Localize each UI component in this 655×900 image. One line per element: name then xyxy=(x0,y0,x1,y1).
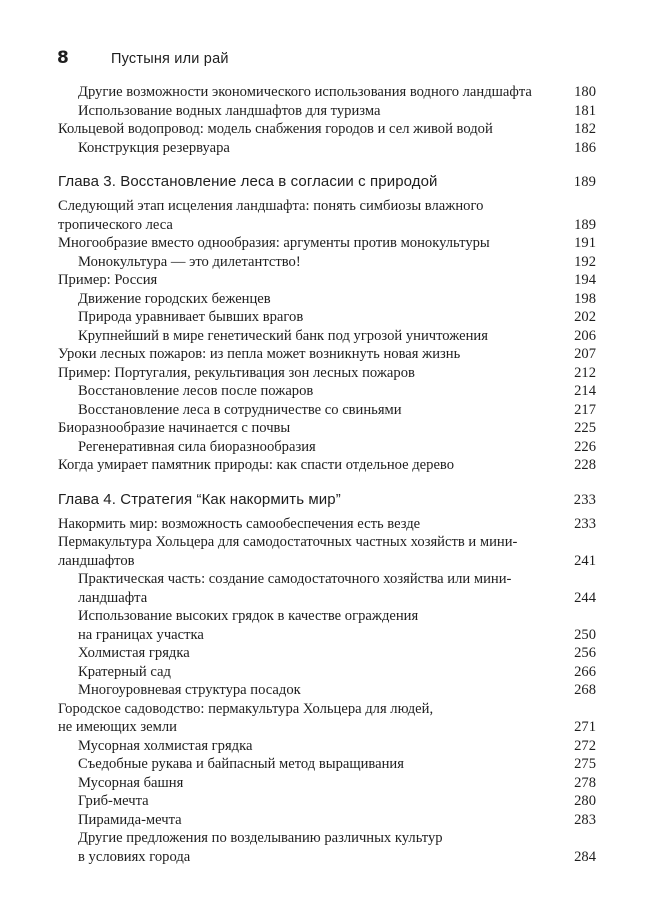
toc-entry xyxy=(58,290,596,309)
toc-entry xyxy=(58,829,596,866)
toc-entry-title: Когда умирает памятник природы: как спасти отдельное дерево xyxy=(58,457,455,473)
toc-entry-page: 212 xyxy=(574,364,596,381)
toc-entry-page: 256 xyxy=(574,645,596,661)
toc-entry xyxy=(58,419,596,438)
page-header xyxy=(57,48,229,68)
toc-entry-page: 266 xyxy=(574,663,596,680)
toc-entry xyxy=(58,234,596,253)
toc-entry-page: 217 xyxy=(574,401,596,418)
toc-entry-title: Регенеративная сила биоразнообразия xyxy=(78,438,316,455)
toc-entry xyxy=(58,644,596,663)
toc-entry-title: Биоразнообразие начинается с почвы xyxy=(58,420,291,436)
toc-entry xyxy=(58,102,596,121)
toc-entry xyxy=(58,792,596,811)
toc-entry xyxy=(58,308,596,327)
toc-entry-page: 280 xyxy=(574,793,596,809)
toc-entry-title: Восстановление леса в сотрудничестве со свиньями xyxy=(78,401,402,418)
toc-entry-title: Использование водных ландшафтов для туризма xyxy=(78,102,381,119)
toc-entry-title: Холмистая грядка xyxy=(78,645,190,661)
toc-entry xyxy=(58,774,596,793)
toc-entry-title: Глава 4. Стратегия “Как накормить мир” xyxy=(58,490,341,508)
toc-entry-title: Мусорная башня xyxy=(78,774,184,791)
toc-entry xyxy=(58,438,596,457)
toc-entry xyxy=(58,271,596,290)
toc-entry xyxy=(58,382,596,401)
toc-entry xyxy=(58,663,596,682)
toc-entry xyxy=(58,456,596,475)
toc-entry-title: Другие предложения по возделыванию различных культур в условиях города xyxy=(78,830,443,865)
page-number: 8 xyxy=(57,48,69,68)
toc-chapter-heading xyxy=(58,172,596,192)
toc-entry xyxy=(58,345,596,364)
toc-entry-page: 202 xyxy=(574,309,596,325)
toc-entry-page: 241 xyxy=(574,552,596,569)
toc-entry-title: Многоуровневая структура посадок xyxy=(78,682,301,698)
toc-entry-title: Движение городских беженцев xyxy=(78,290,271,307)
toc-entry xyxy=(58,364,596,383)
toc-entry-page: 278 xyxy=(574,774,596,791)
toc-entry-page: 271 xyxy=(574,719,596,735)
toc-entry-page: 228 xyxy=(574,457,596,473)
toc-entry-page: 272 xyxy=(574,737,596,754)
toc-entry xyxy=(58,607,596,644)
running-title: Пустыня или рай xyxy=(111,51,229,67)
toc-entry xyxy=(58,755,596,774)
toc-entry-title: Следующий этап исцеления ландшафта: понять симбиозы влажного тропического леса xyxy=(58,198,484,233)
toc-chapter-heading xyxy=(58,490,596,510)
toc-entry-title: Использование высоких грядок в качестве ограждения на границах участка xyxy=(78,608,419,643)
toc-entry xyxy=(58,700,596,737)
toc-entry-page: 284 xyxy=(574,848,596,865)
toc-entry xyxy=(58,139,596,158)
toc-entry-page: 186 xyxy=(574,139,596,156)
toc-entry xyxy=(58,811,596,830)
toc-entry-title: Другие возможности экономического использования водного ландшафта xyxy=(78,84,532,100)
toc-entry-page: 180 xyxy=(574,84,596,100)
toc-entry-title: Монокультура — это дилетантство! xyxy=(78,253,301,270)
toc-entry-page: 194 xyxy=(574,272,596,288)
toc-entry-page: 192 xyxy=(574,253,596,270)
toc-entry-title: Пермакультура Хольцера для самодостаточных частных хозяйств и мини- ландшафтов xyxy=(58,534,518,569)
toc-entry-title: Восстановление лесов после пожаров xyxy=(78,383,314,399)
toc-entry-title: Накормить мир: возможность самообеспечения есть везде xyxy=(58,515,421,532)
toc-entry xyxy=(58,401,596,420)
toc-entry-page: 283 xyxy=(574,811,596,828)
toc-entry-title: Пример: Португалия, рекультивация зон лесных пожаров xyxy=(58,364,415,381)
toc-entry-title: Городское садоводство: пермакультура Хольцера для людей, не имеющих земли xyxy=(58,700,434,735)
table-of-contents xyxy=(58,83,596,866)
toc-entry-title: Мусорная холмистая грядка xyxy=(78,737,253,754)
toc-entry-page: 206 xyxy=(574,327,596,344)
toc-entry-page: 189 xyxy=(574,216,596,233)
toc-entry-page: 225 xyxy=(574,420,596,436)
toc-entry xyxy=(58,681,596,700)
toc-entry-page: 191 xyxy=(574,235,596,251)
toc-entry xyxy=(58,120,596,139)
toc-entry-title: Природа уравнивает бывших врагов xyxy=(78,309,304,325)
toc-entry-title: Крупнейший в мире генетический банк под угрозой уничтожения xyxy=(78,327,488,344)
toc-entry-page: 233 xyxy=(573,491,596,508)
toc-entry-title: Уроки лесных пожаров: из пепла может возникнуть новая жизнь xyxy=(58,346,461,362)
toc-entry xyxy=(58,515,596,534)
toc-entry-title: Пирамида-мечта xyxy=(78,811,182,828)
toc-entry-page: 182 xyxy=(574,121,596,137)
toc-entry-title: Гриб-мечта xyxy=(78,793,149,809)
toc-entry-title: Конструкция резервуара xyxy=(78,139,230,156)
toc-entry-title: Кратерный сад xyxy=(78,663,171,680)
toc-entry-page: 207 xyxy=(574,346,596,362)
toc-entry xyxy=(58,533,596,570)
toc-entry-page: 226 xyxy=(574,438,596,455)
toc-entry-title: Пример: Россия xyxy=(58,272,158,288)
toc-entry-page: 181 xyxy=(574,102,596,119)
toc-entry-page: 214 xyxy=(574,383,596,399)
toc-entry xyxy=(58,83,596,102)
toc-entry-page: 189 xyxy=(573,174,596,190)
toc-entry-title: Съедобные рукава и байпасный метод выращивания xyxy=(78,756,404,772)
toc-entry-page: 268 xyxy=(574,682,596,698)
toc-entry xyxy=(58,737,596,756)
toc-entry-page: 198 xyxy=(574,290,596,307)
toc-entry-page: 275 xyxy=(574,756,596,772)
toc-entry-page: 250 xyxy=(574,626,596,643)
toc-entry-title: Многообразие вместо однообразия: аргументы против монокультуры xyxy=(58,235,490,251)
toc-entry xyxy=(58,570,596,607)
toc-entry xyxy=(58,253,596,272)
toc-entry-title: Глава 3. Восстановление леса в согласии с природой xyxy=(58,173,438,190)
toc-entry xyxy=(58,327,596,346)
toc-entry-title: Практическая часть: создание самодостаточного хозяйства или мини- ландшафта xyxy=(78,571,512,606)
toc-entry-title: Кольцевой водопровод: модель снабжения городов и сел живой водой xyxy=(58,121,493,137)
toc-entry-page: 244 xyxy=(574,589,596,606)
toc-entry xyxy=(58,197,596,234)
toc-entry-page: 233 xyxy=(574,515,596,532)
